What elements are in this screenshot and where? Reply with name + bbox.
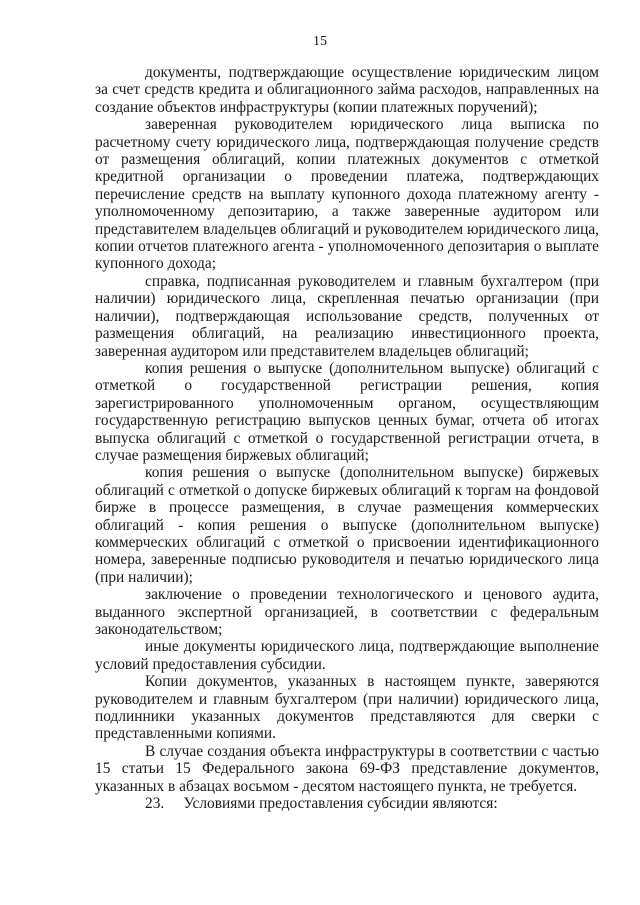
paragraph-other-documents: иные документы юридического лица, подтверждающие выполнение условий предоставления субсидии. [95, 638, 599, 673]
paragraph-infrastructure-exception: В случае создания объекта инфраструктуры в соответствии с частью 15 статьи 15 Федерального закона 69-ФЗ представление документов, указанных в абзацах восьмом - десятом настоящего пункта, не требуется. [95, 742, 599, 795]
paragraph-documents-expenses: документы, подтверждающие осуществление юридическим лицом за счет средств кредита и облигационного займа расходов, направленных на создание объектов инфраструктуры (копии платежных поручений); [95, 64, 599, 116]
paragraph-bond-issue-decision: копия решения о выпуске (дополнительном выпуске) облигаций с отметкой о государственной регистрации решения, копия зарегистрированного уполномоченным органом, осуществляющим государственную регистрацию выпусков ценных бумаг, отчета об итогах выпуска облигаций с отметкой о государственной регистрации отчета, в случае размещения биржевых облигаций; [95, 359, 599, 464]
paragraph-copies-certification: Копии документов, указанных в настоящем пункте, заверяются руководителем и главным бухгалтером (при наличии) юридического лица, подлинники указанных документов представляются для сверки с представленными копиями. [95, 673, 599, 743]
document-body [95, 64, 599, 812]
page-number: 15 [313, 34, 327, 49]
paragraph-bank-statement: заверенная руководителем юридического лица выписка по расчетному счету юридического лица, подтверждающая получение средств от размещения облигаций, копии платежных документов с отметкой кредитной организации о проведении платежа, подтверждающих перечисление средств на выплату купонного дохода платежному агенту - уполномоченному депозитарию, а также заверенные аудитором или представителем владельцев облигаций и руководителем юридического лица, копии отчетов платежного агента - уполномоченного депозитария о выплате купонного дохода; [95, 116, 599, 273]
paragraph-exchange-bonds-decision: копия решения о выпуске (дополнительном выпуске) биржевых облигаций с отметкой о допуске биржевых облигаций к торгам на фондовой бирже в процессе размещения, в случае размещения коммерческих облигаций - копия решения о выпуске (дополнительном выпуске) коммерческих облигаций с отметкой о присвоении идентификационного номера, заверенные подписью руководителя и печатью юридического лица (при наличии); [95, 464, 599, 586]
paragraph-certificate: справка, подписанная руководителем и главным бухгалтером (при наличии) юридического лица, скрепленная печатью организации (при наличии), подтверждающая использование средств, полученных от размещения облигаций, на реализацию инвестиционного проекта, заверенная аудитором или представителем владельцев облигаций; [95, 272, 599, 360]
paragraph-audit-conclusion: заключение о проведении технологического и ценового аудита, выданного экспертной организацией, в соответствии с федеральным законодательством; [95, 586, 599, 638]
paragraph-item-23: 23. Условиями предоставления субсидии являются: [145, 795, 498, 813]
